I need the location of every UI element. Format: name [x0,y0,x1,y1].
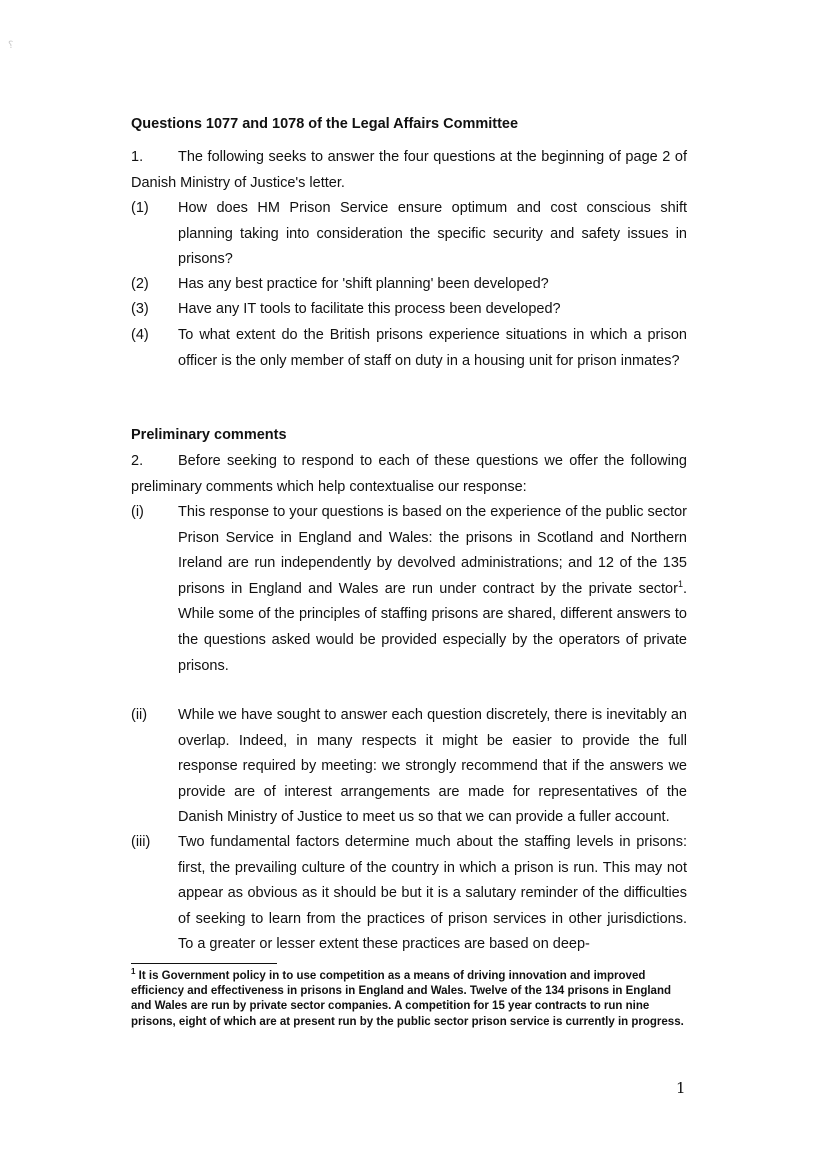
footnote-reference[interactable]: 1 [677,578,683,589]
footnote-marker: 1 [131,967,136,977]
comment-text: While we have sought to answer each question discretely, there is inevitably an overlap. Indeed, in many respects it might be easier to provide the full response required by meeting: we strongly recommend that if the answers we provide are of interest arrangements are made for representatives of the Danish Ministry of Justice to meet us so that we can provide a fuller account. [178,707,687,826]
question-item [131,297,687,323]
comment-text [178,500,687,679]
question-text: How does HM Prison Service ensure optimum and cost conscious shift planning taking into consideration the specific security and safety issues in prisons? [178,200,687,268]
paragraph-number: 2. [131,453,144,469]
comment-marker: (i) [131,504,144,520]
comment-text: Two fundamental factors determine much about the staffing levels in prisons: first, the prevailing culture of the country in which a prison is run. This may not appear as obvious as it should be but it is a salutary reminder of the difficulties of seeking to learn from the practices of prison services in other jurisdictions. To a greater or lesser extent these practices are based on deep- [178,834,687,953]
paragraph-2 [131,449,687,500]
question-text: Has any best practice for 'shift planning' been developed? [178,276,549,292]
comment-marker: (ii) [131,707,148,723]
question-item [131,323,687,374]
comment-text-part: . While some of the principles of staffing prisons are shared, different answers to the questions asked would be provided especially by the operators of private prisons. [178,580,687,674]
section-heading-preliminary: Preliminary comments [131,427,287,443]
comment-marker: (iii) [131,834,151,850]
paragraph-text: The following seeks to answer the four questions at the beginning of page 2 of Danish Ministry of Justice's letter. [131,149,687,191]
footnote-text: It is Government policy in to use competition as a means of driving innovation and improved efficiency and effectiveness in prisons in England and Wales. Twelve of the 134 prisons in England and Wales are run by private sector companies. A competition for 15 year contracts to run nine prisons, eight of which are at present run by the public sector prison service is currently in progress. [131,970,684,1028]
question-item [131,196,687,273]
question-marker: (3) [131,301,149,317]
document-heading: Questions 1077 and 1078 of the Legal Affairs Committee [131,116,519,132]
footnote-divider [131,963,277,964]
comment-item [131,500,687,679]
comment-item [131,703,687,831]
question-text: To what extent do the British prisons experience situations in which a prison officer is the only member of staff on duty in a housing unit for prison inmates? [178,327,687,369]
question-text: Have any IT tools to facilitate this process been developed? [178,301,561,317]
comment-item [131,830,687,958]
question-marker: (2) [131,276,149,292]
question-marker: (4) [131,327,149,343]
paragraph-1 [131,145,687,196]
question-marker: (1) [131,200,149,216]
page-number: 1 [676,1079,686,1097]
question-item [131,272,687,298]
footnote [131,969,687,1030]
paragraph-text: Before seeking to respond to each of these questions we offer the following preliminary comments which help contextualise our response: [131,453,687,495]
comment-text-part: This response to your questions is based on the experience of the public sector Prison Service in England and Wales: the prisons in Scotland and Northern Ireland are run independently by devolved administrations; and 12 of the 135 prisons in England and Wales are run under contract by the private sector [178,504,687,597]
paragraph-number: 1. [131,149,144,165]
scan-artifact-mark: ⸮ [8,40,14,51]
